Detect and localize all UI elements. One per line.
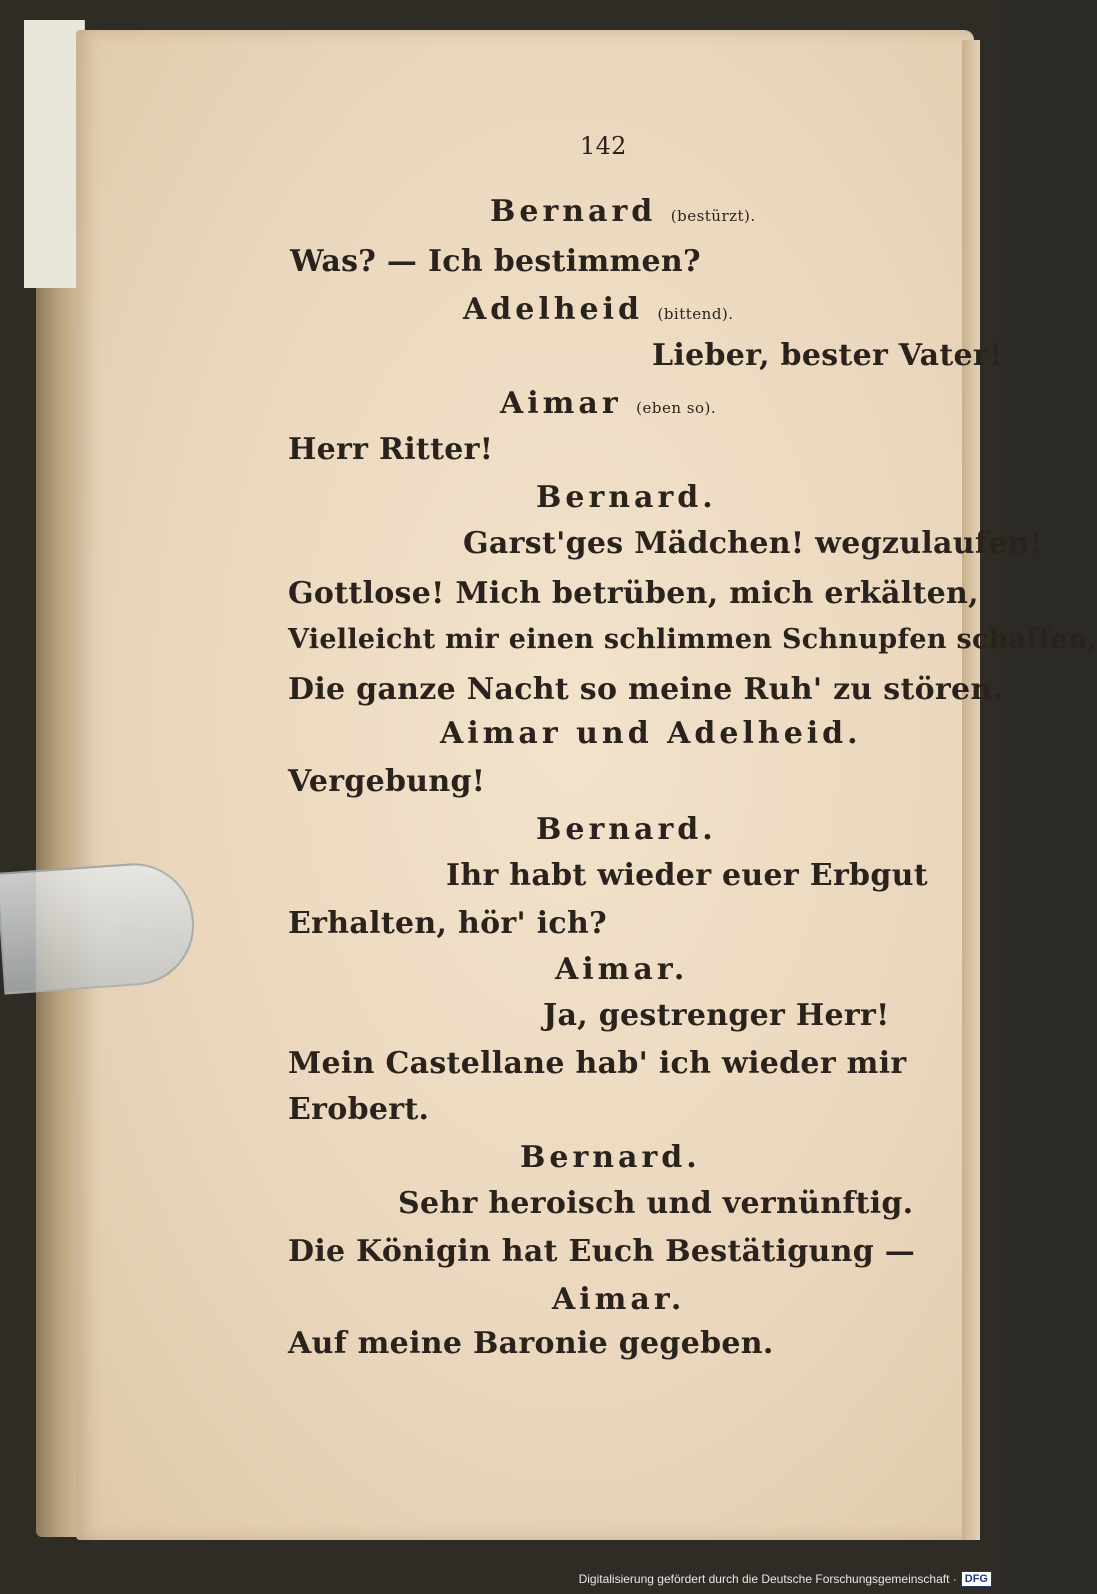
verse-line: Gottlose! Mich betrüben, mich erkälten, [288,576,979,611]
verse-line: Erhalten, hör' ich? [288,906,607,941]
verse-line: Lieber, bester Vater! [652,338,1003,373]
page-holder-clip [0,859,198,994]
verse-line: Ja, gestrenger Herr! [543,998,890,1033]
speaker-heading: Aimar. [555,952,689,987]
verse-line: Was? — Ich bestimmen? [290,244,701,279]
speaker-heading [490,194,756,229]
page-number: 142 [580,132,627,160]
verse-line: Vergebung! [288,764,486,799]
book-right-edge [962,40,980,1540]
verse-line: Mein Castellane hab' ich wieder mir [288,1046,907,1081]
verse-line: Die ganze Nacht so meine Ruh' zu stören. [288,672,1004,707]
dfg-logo-icon: DFG [961,1571,992,1587]
speaker-heading: Bernard. [520,1140,701,1175]
stage-direction: (eben so). [636,399,717,417]
verse-line: Herr Ritter! [288,432,494,467]
verse-line: Die Königin hat Euch Bestätigung — [288,1234,916,1269]
speaker-heading: Bernard. [536,812,717,847]
verse-line: Erobert. [288,1092,430,1127]
stage-direction: (bestürzt). [670,207,756,225]
speaker-heading: Bernard. [536,480,717,515]
stage-direction: (bittend). [657,305,734,323]
verse-line: Ihr habt wieder euer Erbgut [446,858,928,893]
verse-line: Auf meine Baronie gegeben. [288,1326,774,1361]
footer-credit: Digitalisierung gefördert durch die Deutsche Forschungsgemeinschaft · [578,1572,957,1586]
speaker-heading: Aimar. [552,1282,686,1317]
verse-line: Vielleicht mir einen schlimmen Schnupfen schaffen, [288,624,1097,655]
speaker-heading [500,386,716,421]
digitization-footer [579,1568,992,1590]
speaker-heading [463,292,734,327]
speaker-heading: Aimar und Adelheid. [440,716,862,751]
speaker-name: Bernard [490,194,657,229]
verse-line: Garst'ges Mädchen! wegzulaufen! [463,526,1044,561]
speaker-name: Aimar [500,386,622,421]
verse-line: Sehr heroisch und vernünftig. [398,1186,914,1221]
speaker-name: Adelheid [463,292,644,327]
